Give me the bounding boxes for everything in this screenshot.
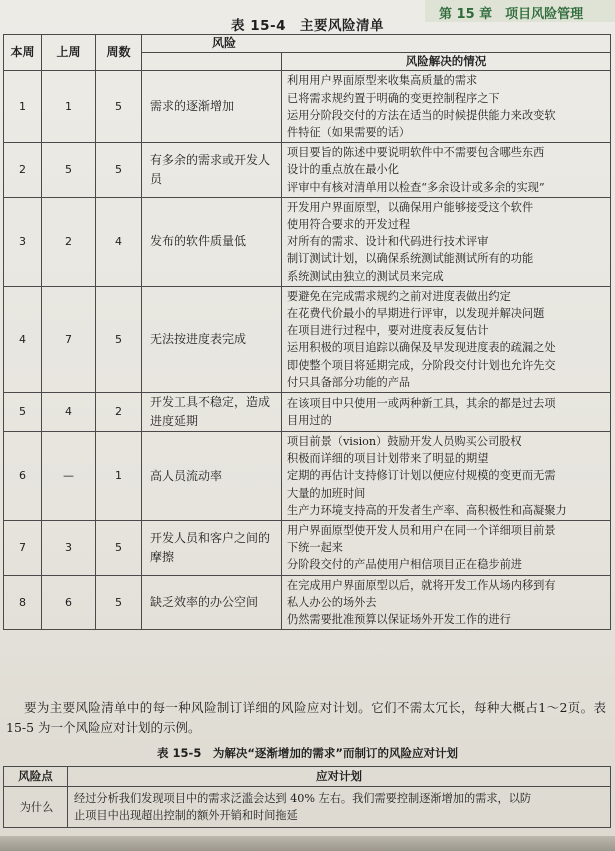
plan-row-text [68, 787, 611, 828]
resolution-line: 目用过的 [287, 414, 332, 428]
resolution-line: 定期的再估计支持修订计划以便应付规模的变更而无需 [287, 469, 556, 483]
risk-row-resolution [282, 393, 611, 432]
resolution-line: 在花费代价最小的早期进行评审，以发现并解决问题 [287, 307, 545, 321]
resolution-line: 仍然需要批准预算以保证场外开发工作的进行 [287, 613, 511, 627]
col-last-week: 上周 [42, 35, 96, 71]
risk-row-this-week: 2 [4, 143, 42, 198]
risk-row-last-week: 5 [42, 143, 96, 198]
risk-row-this-week: 8 [4, 575, 42, 630]
resolution-line: 积极而详细的项目计划带来了明显的期望 [287, 452, 489, 466]
resolution-line: 已将需求规约置于明确的变更控制程序之下 [287, 91, 500, 105]
resolution-line: 私人办公的场外去 [287, 595, 377, 609]
col-risk-point: 风险点 [4, 767, 68, 787]
risk-row-resolution [282, 286, 611, 392]
risk-row-this-week: 1 [4, 71, 42, 143]
risk-row-name: 开发工具不稳定，造成进度延期 [142, 393, 282, 432]
resolution-line: 用户界面原型使开发人员和用户在同一个详细项目前景 [287, 524, 556, 538]
plan-text-line: 止项目中出现超出控制的额外开销和时间拖延 [74, 809, 298, 822]
risk-row [4, 432, 611, 521]
table-15-4-title: 表 15-4 主要风险清单 [231, 18, 384, 34]
risk-row-name: 缺乏效率的办公空间 [142, 575, 282, 630]
risk-row-this-week: 5 [4, 393, 42, 432]
plan-row-label: 为什么 [4, 787, 68, 828]
risk-row-weeks: 2 [96, 393, 142, 432]
table-header-row-1 [4, 35, 611, 53]
risk-row-this-week: 3 [4, 197, 42, 286]
risk-row-weeks: 5 [96, 575, 142, 630]
risk-row-last-week: 6 [42, 575, 96, 630]
risk-row-weeks: 5 [96, 71, 142, 143]
risk-row-weeks: 1 [96, 432, 142, 521]
resolution-line: 大量的加班时间 [287, 486, 366, 500]
risk-row-resolution [282, 71, 611, 143]
resolution-line: 项目要旨的陈述中要说明软件中不需要包含哪些东西 [287, 146, 545, 160]
risk-row-last-week: 7 [42, 286, 96, 392]
resolution-line: 运用积极的项目追踪以确保及早发现进度表的疏漏之处 [287, 341, 556, 355]
risk-row [4, 143, 611, 198]
resolution-line: 设计的重点放在最小化 [287, 163, 399, 177]
risk-row [4, 286, 611, 392]
plan-header-row [4, 767, 611, 787]
risk-row [4, 393, 611, 432]
resolution-line: 在项目进行过程中，要对进度表反复估计 [287, 324, 489, 338]
col-risk: 风险 [142, 35, 611, 53]
risk-row-name: 有多余的需求或开发人员 [142, 143, 282, 198]
risk-row [4, 197, 611, 286]
risk-row-resolution [282, 432, 611, 521]
chapter-header: 第 15 章 项目风险管理 [425, 0, 615, 22]
col-resolution: 风险解决的情况 [282, 53, 611, 71]
risk-row-last-week: 3 [42, 521, 96, 576]
risk-row-last-week: 2 [42, 197, 96, 286]
resolution-line: 项目前景（vision）鼓励开发人员购买公司股权 [287, 435, 522, 449]
resolution-line: 付只具备部分功能的产品 [287, 375, 411, 389]
risk-row-weeks: 5 [96, 521, 142, 576]
risk-row [4, 575, 611, 630]
plan-text-line: 经过分析我们发现项目中的需求泛滥会达到 40% 左右。我们需要控制逐渐增加的需求，以防 [74, 792, 532, 805]
resolution-line: 利用用户界面原型来收集高质量的需求 [287, 74, 478, 88]
resolution-line: 在该项目中只使用一或两种新工具，其余的都是过去项 [287, 396, 556, 410]
col-response-plan: 应对计划 [68, 767, 611, 787]
risk-list-table [3, 34, 611, 630]
risk-row [4, 521, 611, 576]
resolution-line: 开发用户界面原型，以确保用户能够接受这个软件 [287, 200, 534, 214]
risk-row-name: 开发人员和客户之间的摩擦 [142, 521, 282, 576]
risk-row-resolution [282, 575, 611, 630]
risk-row-weeks: 5 [96, 143, 142, 198]
risk-row-resolution [282, 197, 611, 286]
resolution-line: 系统测试由独立的测试员来完成 [287, 269, 444, 283]
risk-row-name: 无法按进度表完成 [142, 286, 282, 392]
resolution-line: 使用符合要求的开发过程 [287, 218, 411, 232]
resolution-line: 即使整个项目将延期完成，分阶段交付计划也允许先交 [287, 358, 556, 372]
risk-row-name: 高人员流动率 [142, 432, 282, 521]
risk-row-resolution [282, 521, 611, 576]
risk-row-this-week: 7 [4, 521, 42, 576]
risk-row-this-week: 6 [4, 432, 42, 521]
risk-row-last-week: 1 [42, 71, 96, 143]
risk-row-last-week: 4 [42, 393, 96, 432]
resolution-line: 件特征（如果需要的话） [287, 126, 411, 140]
risk-row-name: 发布的软件质量低 [142, 197, 282, 286]
risk-row-last-week: — [42, 432, 96, 521]
body-paragraph: 要为主要风险清单中的每一种风险制订详细的风险应对计划。它们不需太冗长，每种大概占1～2页。表 15-5 为一个风险应对计划的示例。 [6, 700, 606, 735]
risk-row-weeks: 4 [96, 197, 142, 286]
risk-row [4, 71, 611, 143]
risk-row-weeks: 5 [96, 286, 142, 392]
col-this-week: 本周 [4, 35, 42, 71]
resolution-line: 在完成用户界面原型以后，就将开发工作从场内移到有 [287, 578, 556, 592]
risk-row-name: 需求的逐渐增加 [142, 71, 282, 143]
table-15-5-title: 表 15-5 为解决“逐渐增加的需求”而制订的风险应对计划 [157, 746, 458, 760]
resolution-line: 分阶段交付的产品使用户相信项目正在稳步前进 [287, 558, 522, 572]
resolution-line: 要避免在完成需求规约之前对进度表做出约定 [287, 289, 511, 303]
resolution-line: 制订测试计划，以确保系统测试能测试所有的功能 [287, 252, 534, 266]
resolution-line: 生产力环境支持高的开发者生产率、高积极性和高凝聚力 [287, 503, 567, 517]
risk-row-resolution [282, 143, 611, 198]
risk-response-plan-table [3, 766, 611, 828]
risk-row-this-week: 4 [4, 286, 42, 392]
page-bottom-shadow [0, 836, 615, 851]
resolution-line: 下统一起来 [287, 541, 343, 555]
resolution-line: 运用分阶段交付的方法在适当的时候提供能力来改变软 [287, 108, 556, 122]
plan-row [4, 787, 611, 828]
resolution-line: 对所有的需求、设计和代码进行技术评审 [287, 235, 489, 249]
col-weeks: 周数 [96, 35, 142, 71]
resolution-line: 评审中有核对清单用以检查“多余设计或多余的实现” [287, 180, 545, 194]
